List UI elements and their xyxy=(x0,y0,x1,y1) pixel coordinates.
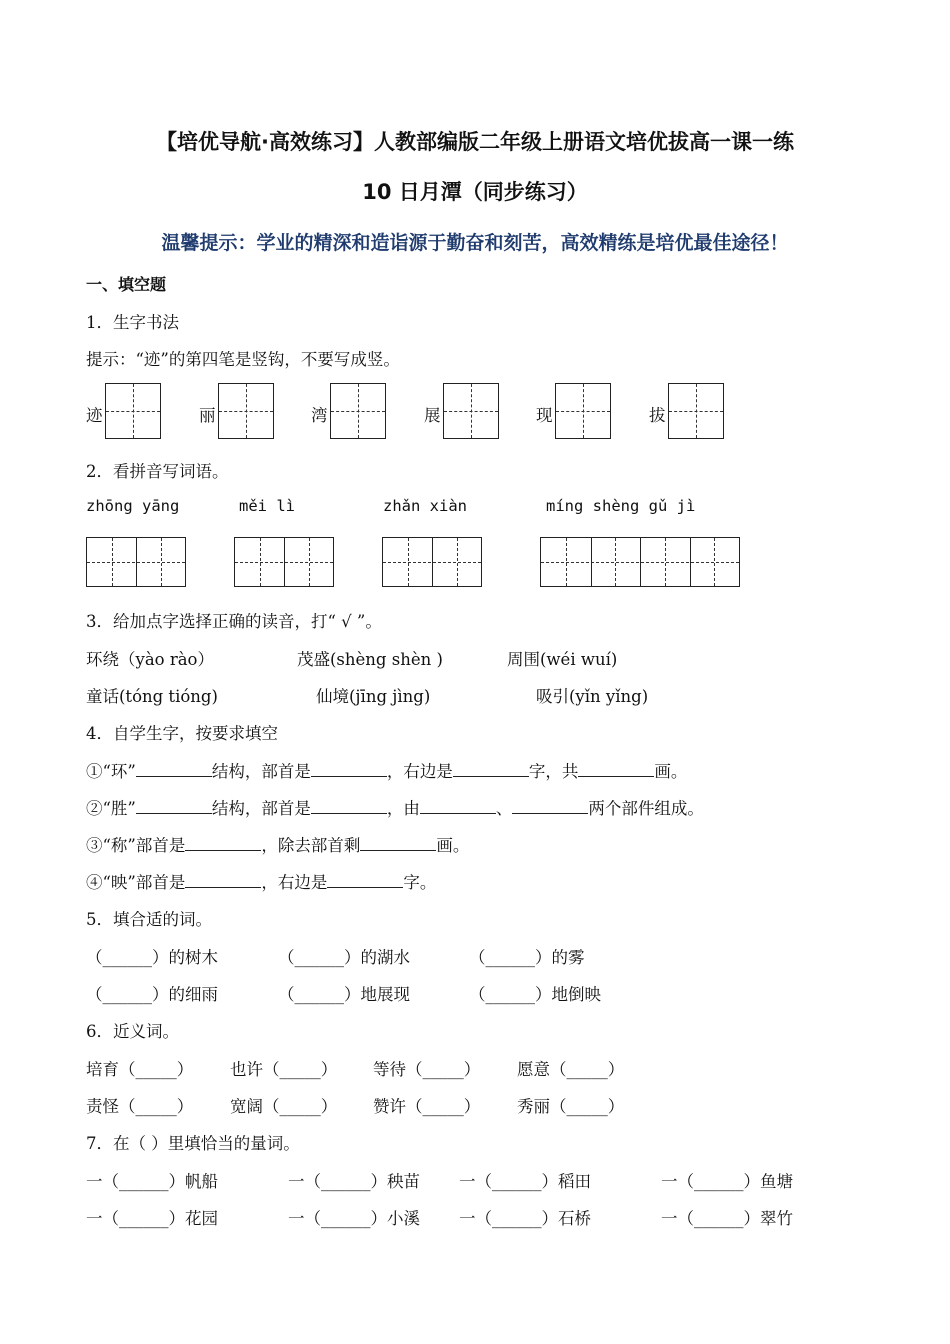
reading-option: 仙境(jīng jìng) xyxy=(316,687,431,706)
reading-option: 童话(tóng tióng) xyxy=(86,687,218,706)
synonym-item[interactable]: 赞许（_____） xyxy=(373,1097,481,1116)
text: ，除去部首剩 xyxy=(261,836,361,855)
writing-grid[interactable] xyxy=(105,383,161,439)
fill-item[interactable]: （______）的湖水 xyxy=(278,948,410,967)
pinyin-label: zhōng yāng xyxy=(86,497,180,515)
page-title: 【培优导航·高效练习】人教部编版二年级上册语文培优拔高一课一练 xyxy=(156,130,794,154)
q4-line-4 xyxy=(86,869,436,893)
fill-item[interactable]: （______）的细雨 xyxy=(86,985,218,1004)
q1-title: 1．生字书法 xyxy=(86,313,179,332)
text: 两个部件组成。 xyxy=(588,799,704,818)
writing-grid[interactable] xyxy=(555,383,611,439)
text: ，右边是 xyxy=(261,873,328,892)
answer-blank[interactable] xyxy=(136,760,212,777)
reading-option: 周围(wéi wuí) xyxy=(507,650,618,669)
q3-title: 3．给加点字选择正确的读音，打“ √ ”。 xyxy=(86,612,382,631)
synonym-item[interactable]: 秀丽（_____） xyxy=(517,1097,625,1116)
text: 字，共 xyxy=(528,762,579,781)
answer-blank[interactable] xyxy=(512,797,588,814)
q4-line-3 xyxy=(86,832,469,856)
section-title: 一、填空题 xyxy=(86,275,167,294)
word-grid[interactable] xyxy=(234,537,334,587)
synonym-item[interactable]: 培育（_____） xyxy=(86,1060,194,1079)
q2-title: 2．看拼音写词语。 xyxy=(86,462,229,481)
answer-blank[interactable] xyxy=(185,834,261,851)
pinyin-label: zhǎn xiàn xyxy=(383,497,467,515)
writing-grid[interactable] xyxy=(218,383,274,439)
char-label: 丽 xyxy=(199,406,216,425)
pinyin-label: míng shèng gǔ jì xyxy=(546,497,696,515)
word-grid[interactable] xyxy=(540,537,740,587)
char-label: 展 xyxy=(424,406,441,425)
fill-item[interactable]: （______）的雾 xyxy=(469,948,585,967)
fill-item[interactable]: （______）地倒映 xyxy=(469,985,601,1004)
measure-word-item[interactable]: 一（______）秧苗 xyxy=(288,1172,420,1191)
text: 字。 xyxy=(403,873,437,892)
measure-word-item[interactable]: 一（______）翠竹 xyxy=(661,1209,793,1228)
measure-word-item[interactable]: 一（______）小溪 xyxy=(288,1209,420,1228)
answer-blank[interactable] xyxy=(311,760,387,777)
word-grid[interactable] xyxy=(86,537,186,587)
measure-word-item[interactable]: 一（______）稻田 xyxy=(459,1172,591,1191)
char-label: 迹 xyxy=(86,406,103,425)
text: 结构，部首是 xyxy=(211,799,311,818)
synonym-item[interactable]: 等待（_____） xyxy=(373,1060,481,1079)
word-grid[interactable] xyxy=(382,537,482,587)
synonym-item[interactable]: 宽阔（_____） xyxy=(230,1097,338,1116)
answer-blank[interactable] xyxy=(185,871,261,888)
answer-blank[interactable] xyxy=(327,871,403,888)
reading-option: 环绕（yào rào） xyxy=(86,650,214,669)
answer-blank[interactable] xyxy=(420,797,496,814)
writing-grid[interactable] xyxy=(330,383,386,439)
reading-option: 茂盛(shèng shèn ) xyxy=(297,650,443,669)
text: ①“环” xyxy=(86,762,136,781)
text: 画。 xyxy=(436,836,470,855)
synonym-item[interactable]: 也许（_____） xyxy=(230,1060,338,1079)
fill-item[interactable]: （______）地展现 xyxy=(278,985,410,1004)
q5-title: 5．填合适的词。 xyxy=(86,910,212,929)
q7-title: 7．在（ ）里填恰当的量词。 xyxy=(86,1134,300,1153)
measure-word-item[interactable]: 一（______）石桥 xyxy=(459,1209,591,1228)
writing-grid[interactable] xyxy=(443,383,499,439)
text: 、 xyxy=(495,799,513,818)
char-label: 湾 xyxy=(311,406,328,425)
text: ，右边是 xyxy=(386,762,453,781)
answer-blank[interactable] xyxy=(453,760,529,777)
answer-blank[interactable] xyxy=(360,834,436,851)
reading-option: 吸引(yǐn yǐng) xyxy=(536,687,649,706)
q6-title: 6．近义词。 xyxy=(86,1022,179,1041)
warm-tip: 温馨提示：学业的精深和造诣源于勤奋和刻苦，高效精练是培优最佳途径！ xyxy=(161,232,789,254)
writing-grid[interactable] xyxy=(668,383,724,439)
text: 画。 xyxy=(654,762,688,781)
fill-item[interactable]: （______）的树木 xyxy=(86,948,218,967)
answer-blank[interactable] xyxy=(311,797,387,814)
text: ③“称”部首是 xyxy=(86,836,186,855)
answer-blank[interactable] xyxy=(136,797,212,814)
measure-word-item[interactable]: 一（______）帆船 xyxy=(86,1172,218,1191)
text: ，由 xyxy=(386,799,420,818)
text: ④“映”部首是 xyxy=(86,873,186,892)
q4-title: 4．自学生字，按要求填空 xyxy=(86,724,278,743)
answer-blank[interactable] xyxy=(578,760,654,777)
measure-word-item[interactable]: 一（______）鱼塘 xyxy=(661,1172,793,1191)
measure-word-item[interactable]: 一（______）花园 xyxy=(86,1209,218,1228)
text: 结构，部首是 xyxy=(211,762,311,781)
q4-line-2 xyxy=(86,795,704,819)
pinyin-label: měi lì xyxy=(239,497,295,515)
lesson-title: 10 日月潭（同步练习） xyxy=(362,180,588,204)
q4-line-1 xyxy=(86,758,687,782)
text: ②“胜” xyxy=(86,799,136,818)
synonym-item[interactable]: 责怪（_____） xyxy=(86,1097,194,1116)
char-label: 现 xyxy=(536,406,553,425)
synonym-item[interactable]: 愿意（_____） xyxy=(517,1060,625,1079)
char-label: 拔 xyxy=(649,406,666,425)
q1-hint: 提示：“迹”的第四笔是竖钩，不要写成竖。 xyxy=(86,350,400,369)
